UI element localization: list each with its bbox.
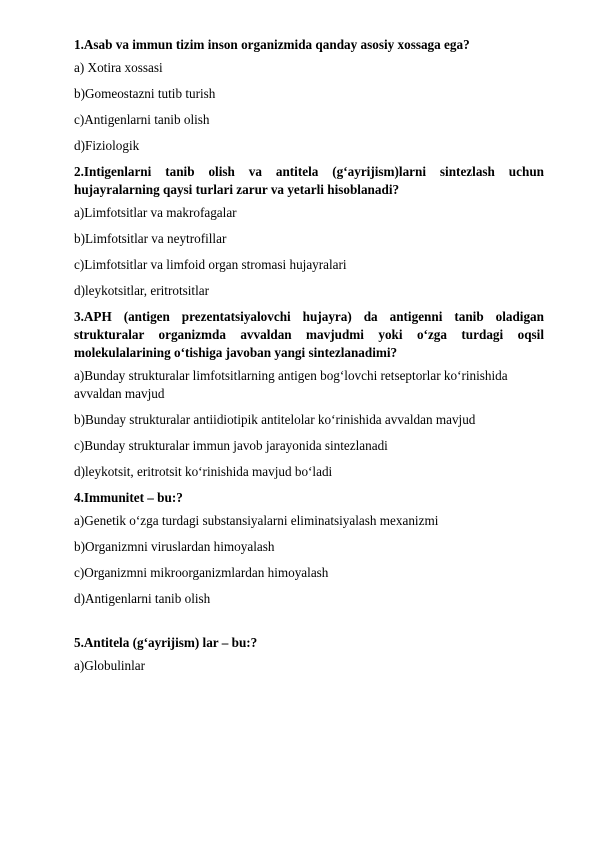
question-block-3 [74,308,544,481]
question-2-answer-c: c)Limfotsitlar va limfoid organ stromasi hujayralari [74,257,347,272]
question-3-answer-a: a)Bunday strukturalar limfotsitlarning antigen bog‘lovchi retseptorlar ko‘rinishida avvaldan mavjud [74,368,508,401]
question-4-answer-b: b)Organizmni viruslardan himoyalash [74,539,275,554]
question-3-answer-d: d)leykotsit, eritrotsit ko‘rinishida mavjud bo‘ladi [74,464,333,479]
blank-line [74,616,544,634]
document-page [74,36,544,683]
question-block-5 [74,634,544,675]
question-3-answer-c: c)Bunday strukturalar immun javob jarayonida sintezlanadi [74,438,388,453]
question-3-text: 3.APH (antigen prezentatsiyalovchi hujayra) da antigenni tanib oladigan strukturalar organizmda avvaldan mavjudmi yoki o‘zga turdagi oqsil molekulalarining o‘tishiga javoban yangi sintezlanadimi? [74,309,544,360]
question-5-text: 5.Antitela (g‘ayrijism) lar – bu:? [74,635,258,650]
question-4-answer-c: c)Organizmni mikroorganizmlardan himoyalash [74,565,329,580]
question-1-answer-b: b)Gomeostazni tutib turish [74,86,216,101]
question-4-text: 4.Immunitet – bu:? [74,490,183,505]
question-block-4 [74,489,544,608]
question-4-answer-d: d)Antigenlarni tanib olish [74,591,211,606]
question-block-2 [74,163,544,300]
question-3-answer-b: b)Bunday strukturalar antiidiotipik antitelolar ko‘rinishida avvaldan mavjud [74,412,476,427]
question-2-text: 2.Intigenlarni tanib olish va antitela (g‘ayrijism)larni sintezlash uchun hujayralarning qaysi turlari zarur va yetarli hisoblanadi? [74,164,544,197]
question-4-answer-a: a)Genetik o‘zga turdagi substansiyalarni eliminatsiyalash mexanizmi [74,513,439,528]
question-1-answer-d: d)Fiziologik [74,138,140,153]
question-2-answer-b: b)Limfotsitlar va neytrofillar [74,231,227,246]
question-2-answer-d: d)leykotsitlar, eritrotsitlar [74,283,209,298]
question-1-text: 1.Asab va immun tizim inson organizmida qanday asosiy xossaga ega? [74,37,470,52]
question-2-answer-a: a)Limfotsitlar va makrofagalar [74,205,237,220]
question-block-1 [74,36,544,155]
question-1-answer-a: a) Xotira xossasi [74,60,163,75]
question-5-answer-a: a)Globulinlar [74,658,146,673]
question-1-answer-c: c)Antigenlarni tanib olish [74,112,210,127]
